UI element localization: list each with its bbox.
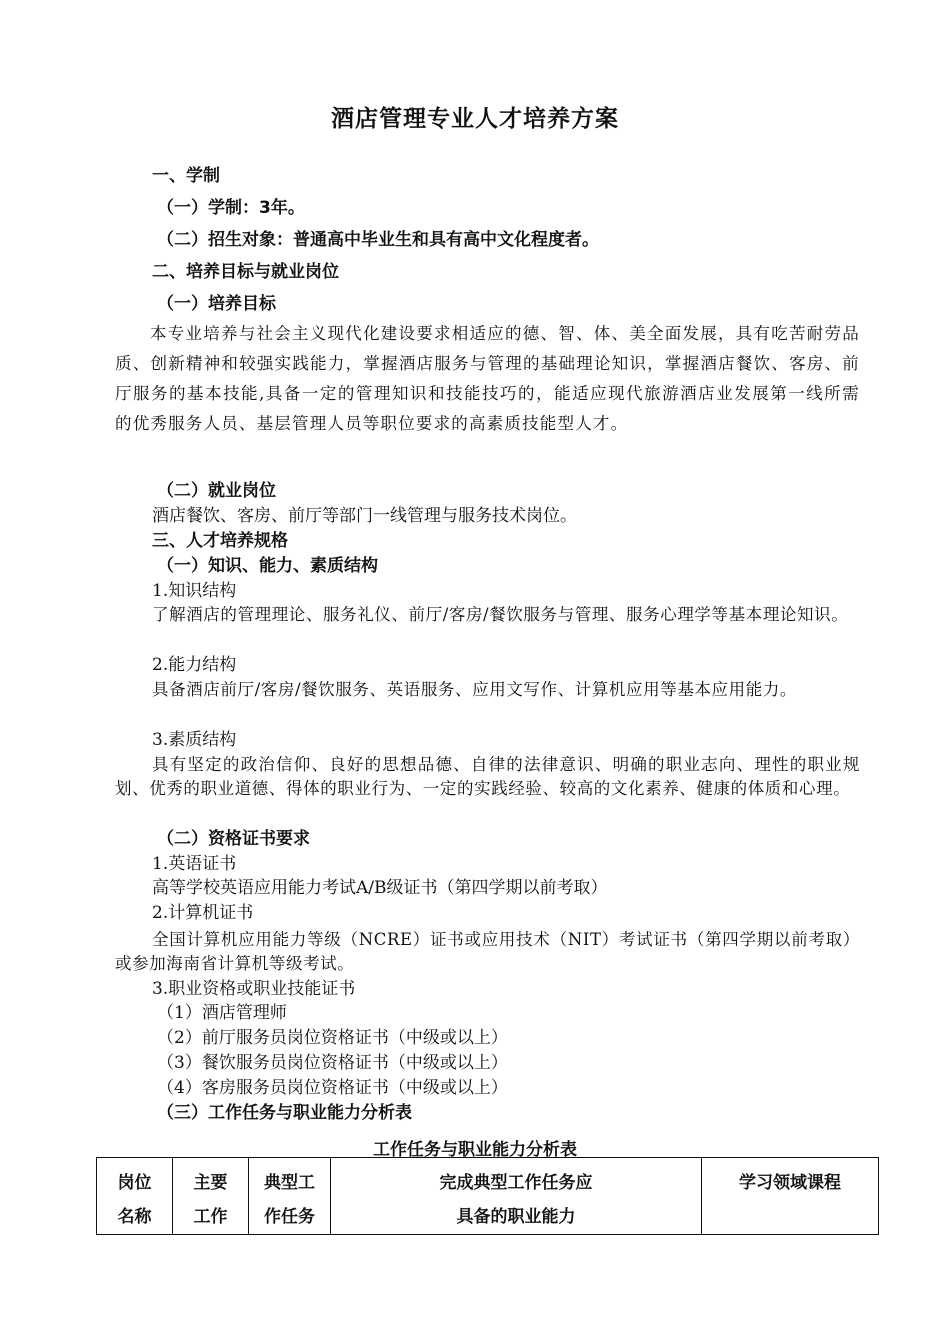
header-main-work (173, 1158, 249, 1235)
knowledge-title: 1.知识结构 (152, 581, 237, 601)
header-line: 完成典型工作任务应 (439, 1173, 593, 1193)
header-line: 具备的职业能力 (456, 1207, 576, 1227)
header-line: 工作 (193, 1207, 228, 1227)
subheading-goal: （一）培养目标 (157, 294, 276, 314)
computer-cert-text: 全国计算机应用能力等级（NCRE）证书或应用技术（NIT）考试证书（第四学期以前考取）或参加海南省计算机等级考试。 (115, 930, 860, 973)
subheading-certificates: （二）资格证书要求 (157, 829, 310, 849)
header-post-name (97, 1158, 173, 1235)
subheading-jobs: （二）就业岗位 (157, 481, 276, 501)
section-heading-goals: 二、培养目标与就业岗位 (152, 262, 339, 282)
task-analysis-table (96, 1157, 879, 1235)
item-enrollment: （二）招生对象：普通高中毕业生和具有高中文化程度者。 (157, 230, 599, 250)
vocational-cert-title: 3.职业资格或职业技能证书 (152, 979, 356, 999)
header-line: 名称 (117, 1207, 152, 1227)
list-item: （3）餐饮服务员岗位资格证书（中级或以上） (157, 1053, 508, 1073)
jobs-text: 酒店餐饮、客房、前厅等部门一线管理与服务技术岗位。 (152, 506, 577, 526)
ability-title: 2.能力结构 (152, 655, 237, 675)
list-item: （4）客房服务员岗位资格证书（中级或以上） (157, 1078, 508, 1098)
table-header-row (97, 1158, 879, 1235)
header-courses (702, 1158, 879, 1235)
document-title: 酒店管理专业人才培养方案 (331, 106, 619, 132)
knowledge-text: 了解酒店的管理理论、服务礼仪、前厅/客房/餐饮服务与管理、服务心理学等基本理论知识。 (152, 605, 849, 624)
item-duration: （一）学制：3年。 (157, 198, 305, 218)
list-item: （1）酒店管理师 (157, 1003, 287, 1023)
ability-text: 具备酒店前厅/客房/餐饮服务、英语服务、应用文写作、计算机应用等基本应用能力。 (152, 680, 798, 699)
header-line: 作任务 (264, 1207, 315, 1227)
list-item: （2）前厅服务员岗位资格证书（中级或以上） (157, 1028, 508, 1048)
header-line: 学习领域课程 (739, 1173, 841, 1193)
quality-text: 具有坚定的政治信仰、良好的思想品德、自律的法律意识、明确的职业志向、理性的职业规划、优秀的职业道德、得体的职业行为、一定的实践经验、较高的文化素养、健康的体质和心理。 (115, 755, 860, 798)
table-caption: 工作任务与职业能力分析表 (373, 1140, 577, 1160)
computer-cert-title: 2.计算机证书 (152, 903, 254, 923)
english-cert-text: 高等学校英语应用能力考试A/B级证书（第四学期以前考取） (152, 878, 608, 898)
header-line: 典型工 (264, 1173, 315, 1193)
header-typical-task (249, 1158, 331, 1235)
subheading-task-analysis: （三）工作任务与职业能力分析表 (157, 1103, 412, 1123)
english-cert-title: 1.英语证书 (152, 854, 237, 874)
header-abilities (331, 1158, 702, 1235)
subheading-structure: （一）知识、能力、素质结构 (157, 556, 378, 576)
section-heading-system: 一、学制 (152, 166, 220, 186)
header-line: 岗位 (117, 1173, 152, 1193)
goal-paragraph: 本专业培养与社会主义现代化建设要求相适应的德、智、体、美全面发展，具有吃苦耐劳品质、创新精神和较强实践能力，掌握酒店服务与管理的基础理论知识，掌握酒店餐饮、客房、前厅服务的基本技能,具备一定的管理知识和技能技巧的，能适应现代旅游酒店业发展第一线所需的优秀服务人员、基层管理人员等职位要求的高素质技能型人才。 (115, 324, 860, 433)
header-line: 主要 (193, 1173, 228, 1193)
section-heading-specs: 三、人才培养规格 (152, 531, 288, 551)
quality-title: 3.素质结构 (152, 730, 237, 750)
